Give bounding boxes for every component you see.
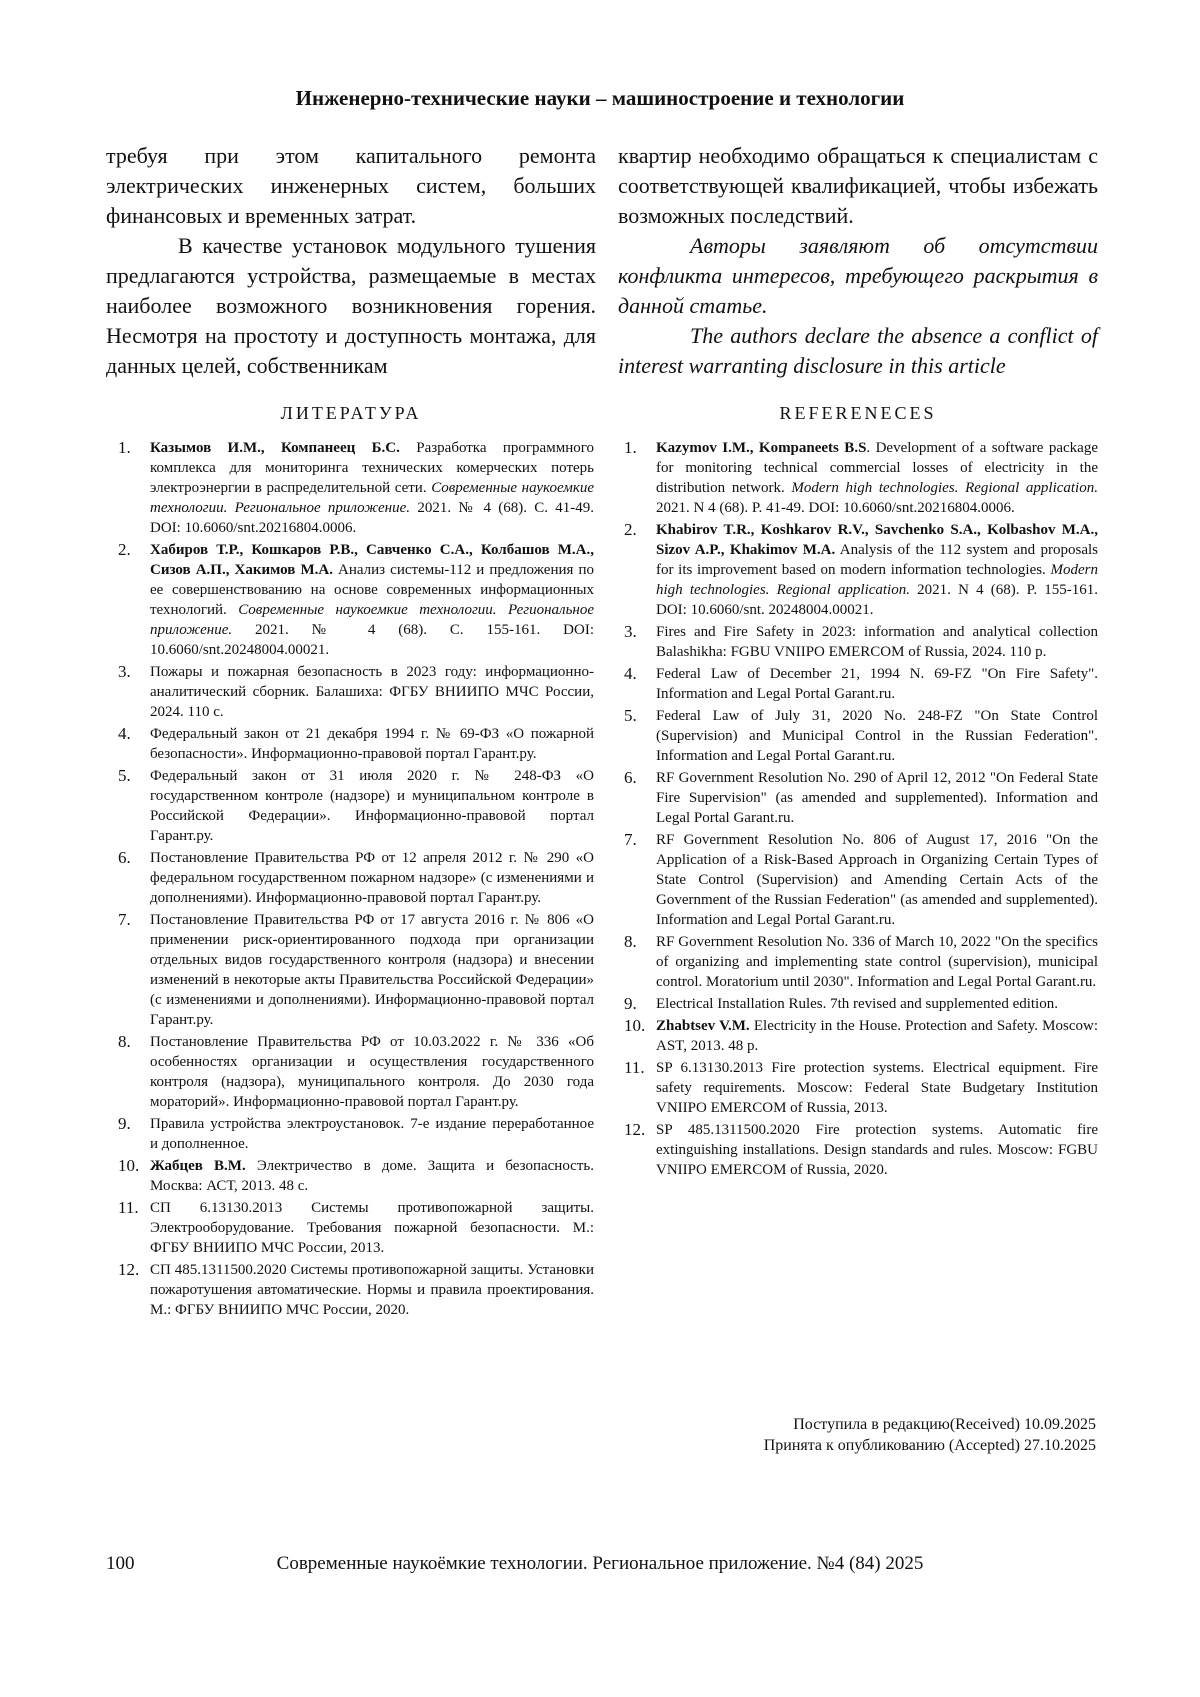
- reference-author: Kazymov I.M., Kompaneets B.S: [656, 440, 867, 456]
- references-heading-ru: ЛИТЕРАТУРА: [280, 403, 422, 423]
- reference-text: RF Government Resolution No. 336 of March 10, 2022 "On the specifics of organizing and implementing state control (supervision), municipal control. Moratorium until 2030". Information and Legal Portal Garant.ru.: [656, 934, 1098, 990]
- reference-item: [612, 622, 1098, 662]
- reference-number: 1.: [624, 438, 637, 457]
- reference-item: [106, 848, 594, 908]
- reference-author: Zhabtsev V.M.: [656, 1018, 750, 1034]
- reference-text: RF Government Resolution No. 290 of April 12, 2012 "On Federal State Fire Supervision" (as amended and supplemented). Information and Legal Portal Garant.ru.: [656, 770, 1098, 826]
- reference-item: [612, 520, 1098, 620]
- reference-item: [106, 1032, 594, 1112]
- reference-author: Жабцев В.М.: [150, 1158, 246, 1174]
- reference-text: Electrical Installation Rules. 7th revised and supplemented edition.: [656, 996, 1058, 1012]
- reference-number: 8.: [624, 932, 637, 951]
- reference-item: [106, 540, 594, 660]
- reference-text: Постановление Правительства РФ от 10.03.2022 г. № 336 «Об особенностях организации и осуществления государственного контроля (надзора), муниципального контроля. До 2030 года мораторий». Информационно-правовой портал Гарант.ру.: [150, 1034, 594, 1110]
- reference-text: Разработка программного комплекса для мониторинга технических комерческих потерь электроэнергии в распределительной сети.: [150, 440, 595, 496]
- reference-text: Analysis of the 112 system and proposals for its improvement based on modern information technologies.: [656, 542, 1098, 578]
- body-column-left: [106, 141, 596, 381]
- received-date: Поступила в редакцию(Received) 10.09.2025: [793, 1416, 1096, 1433]
- reference-item: [106, 724, 594, 764]
- reference-text: Правила устройства электроустановок. 7-е издание переработанное и дополненное.: [150, 1116, 594, 1152]
- reference-item: [612, 932, 1098, 992]
- reference-number: 4.: [118, 724, 131, 743]
- reference-text: Постановление Правительства РФ от 12 апреля 2012 г. № 290 «О федеральном государственном пожарном надзоре» (с изменениями и дополнениями). Информационно-правовой портал Гарант.ру.: [150, 850, 594, 906]
- reference-source: Modern high technologies. Regional application.: [791, 480, 1098, 496]
- references-heading-en: REFERENECES: [779, 403, 937, 423]
- reference-item: [612, 438, 1098, 518]
- references-list-ru: [106, 438, 594, 1322]
- reference-text: Federal Law of July 31, 2020 No. 248-FZ "On State Control (Supervision) and Municipal Control in the Russian Federation". Information and Legal Portal Garant.ru.: [656, 708, 1098, 764]
- reference-item: [106, 1114, 594, 1154]
- reference-source: Modern high technologies. Regional application.: [656, 562, 1098, 598]
- running-head: Инженерно-технические науки – машиностроение и технологии: [295, 86, 905, 110]
- reference-item: [612, 830, 1098, 930]
- reference-number: 8.: [118, 1032, 131, 1051]
- reference-item: [106, 1260, 594, 1320]
- reference-text: Federal Law of December 21, 1994 N. 69-FZ "On Fire Safety". Information and Legal Portal Garant.ru.: [656, 666, 1098, 702]
- reference-number: 3.: [118, 662, 131, 681]
- reference-number: 10.: [624, 1016, 646, 1035]
- reference-number: 1.: [118, 438, 131, 457]
- reference-source: Современные наукоемкие технологии. Региональное приложение.: [150, 602, 595, 638]
- reference-text: Пожары и пожарная безопасность в 2023 году: информационно- аналитический сборник. Балашиха: ФГБУ ВНИИПО МЧС России, 2024. 110 с.: [150, 664, 594, 720]
- reference-text: 2021. N 4 (68). P. 41-49. DOI: 10.6060/snt.20216804.0006.: [656, 500, 1015, 516]
- reference-number: 5.: [118, 766, 131, 785]
- reference-source: Современные наукоемкие технологии. Региональное приложение.: [150, 480, 595, 516]
- reference-number: 3.: [624, 622, 637, 641]
- reference-item: [612, 664, 1098, 704]
- reference-item: [612, 994, 1098, 1014]
- body-paragraph: Авторы заявляют об отсутствии конфликта интересов, требующего раскрытия в данной статье.: [618, 233, 1098, 318]
- reference-author: Хабиров Т.Р., Кошкаров Р.В., Савченко С.А., Колбашов М.А., Сизов А.П., Хакимов М.А.: [150, 542, 594, 578]
- reference-item: [106, 910, 594, 1030]
- reference-number: 2.: [624, 520, 637, 539]
- reference-text: 2021. № 4 (68). С. 41-49. DOI: 10.6060/snt.20216804.0006.: [150, 500, 594, 536]
- journal-title: Современные наукоёмкие технологии. Региональное приложение. №4 (84) 2025: [276, 1553, 924, 1574]
- reference-text: СП 485.1311500.2020 Системы противопожарной защиты. Установки пожаротушения автоматические. Нормы и правила проектирования. М.: ФГБУ ВНИИПО МЧС России, 2020.: [150, 1262, 594, 1318]
- reference-number: 12.: [624, 1120, 646, 1139]
- reference-text: . Development of a software package for monitoring technical commercial losses of electricity in the distribution network.: [656, 440, 1098, 496]
- reference-item: [106, 1156, 594, 1196]
- reference-text: Федеральный закон от 21 декабря 1994 г. № 69-ФЗ «О пожарной безопасности». Информационно-правовой портал Гарант.ру.: [150, 726, 594, 762]
- page-number: 100: [106, 1553, 135, 1574]
- reference-text: RF Government Resolution No. 806 of August 17, 2016 "On the Application of a Risk-Based Approach in Organizing Certain Types of State Control (Supervision) and Amending Certain Acts of the Government of the Russian Federation" (as amended and supplemented). Information and Legal Portal Garant.ru.: [656, 832, 1098, 928]
- reference-item: [106, 1198, 594, 1258]
- references-list-en: [612, 438, 1098, 1182]
- reference-number: 11.: [118, 1198, 139, 1217]
- reference-text: 2021. N 4 (68). P. 155-161. DOI: 10.6060/snt. 20248004.00021.: [656, 582, 1099, 618]
- reference-item: [106, 438, 594, 538]
- accepted-date: Принята к опубликованию (Accepted) 27.10.2025: [763, 1437, 1096, 1454]
- reference-item: [612, 706, 1098, 766]
- reference-item: [106, 662, 594, 722]
- reference-number: 6.: [624, 768, 637, 787]
- reference-item: [612, 1120, 1098, 1180]
- reference-number: 9.: [118, 1114, 131, 1133]
- body-paragraph: квартир необходимо обращаться к специалистам с соответствующей квалификацией, чтобы избежать возможных последствий.: [618, 143, 1098, 228]
- reference-number: 4.: [624, 664, 637, 683]
- reference-number: 9.: [624, 994, 637, 1013]
- reference-text: Электричество в доме. Защита и безопасность. Москва: АСТ, 2013. 48 с.: [150, 1158, 594, 1194]
- reference-item: [612, 768, 1098, 828]
- reference-text: Fires and Fire Safety in 2023: information and analytical collection Balashikha: FGBU VNIIPO EMERCOM of Russia, 2024. 110 p.: [656, 624, 1098, 660]
- reference-number: 2.: [118, 540, 131, 559]
- reference-text: Постановление Правительства РФ от 17 августа 2016 г. № 806 «О применении риск-ориентированного подхода при организации отдельных видов государственного контроля (надзора) и внесении изменений в некоторые акты Правительства Российской Федерации» (с изменениями и дополнениями). Информационно-правовой портал Гарант.ру.: [150, 912, 594, 1028]
- reference-text: Федеральный закон от 31 июля 2020 г. № 248-ФЗ «О государственном контроле (надзоре) и муниципальном контроле в Российской Федерации». Информационно-правовой портал Гарант.ру.: [150, 768, 594, 844]
- body-column-right: [618, 141, 1098, 381]
- reference-author: Казымов И.М., Компанеец Б.С.: [150, 440, 400, 456]
- reference-number: 12.: [118, 1260, 140, 1279]
- reference-item: [612, 1016, 1098, 1056]
- reference-item: [612, 1058, 1098, 1118]
- reference-text: SP 6.13130.2013 Fire protection systems. Electrical equipment. Fire safety requirements. Moscow: Federal State Budgetary Institution VNIIPO EMERCOM of Russia, 2013.: [656, 1060, 1098, 1116]
- reference-number: 6.: [118, 848, 131, 867]
- reference-text: СП 6.13130.2013 Системы противопожарной защиты. Электрооборудование. Требования пожарной безопасности. М.: ФГБУ ВНИИПО МЧС России, 2013.: [150, 1200, 594, 1256]
- reference-item: [106, 766, 594, 846]
- reference-number: 7.: [118, 910, 131, 929]
- reference-author: Khabirov T.R., Koshkarov R.V., Savchenko S.A., Kolbashov M.A., Sizov A.P., Khakimov M.A.: [656, 522, 1098, 558]
- reference-number: 7.: [624, 830, 637, 849]
- reference-text: Electricity in the House. Protection and Safety. Moscow: AST, 2013. 48 p.: [656, 1018, 1099, 1054]
- reference-text: 2021. № 4 (68). С. 155-161. DOI: 10.6060/snt.20248004.00021.: [150, 622, 594, 658]
- reference-text: Анализ системы-112 и предложения по ее совершенствованию на основе современных информационных технологий.: [150, 562, 595, 618]
- reference-number: 11.: [624, 1058, 645, 1077]
- reference-number: 5.: [624, 706, 637, 725]
- submission-dates: [764, 1414, 1096, 1456]
- body-paragraph: В качестве установок модульного тушения предлагаются устройства, размещаемые в местах наиболее возможного возникновения горения. Несмотря на простоту и доступность монтажа, для данных целей, собственникам: [106, 233, 596, 378]
- reference-text: SP 485.1311500.2020 Fire protection systems. Automatic fire extinguishing installations. Design standards and rules. Moscow: FGBU VNIIPO EMERCOM of Russia, 2020.: [656, 1122, 1098, 1178]
- body-paragraph: The authors declare the absence a conflict of interest warranting disclosure in this article: [618, 323, 1098, 378]
- body-paragraph: требуя при этом капитального ремонта электрических инженерных систем, больших финансовых и временных затрат.: [106, 143, 596, 228]
- reference-number: 10.: [118, 1156, 140, 1175]
